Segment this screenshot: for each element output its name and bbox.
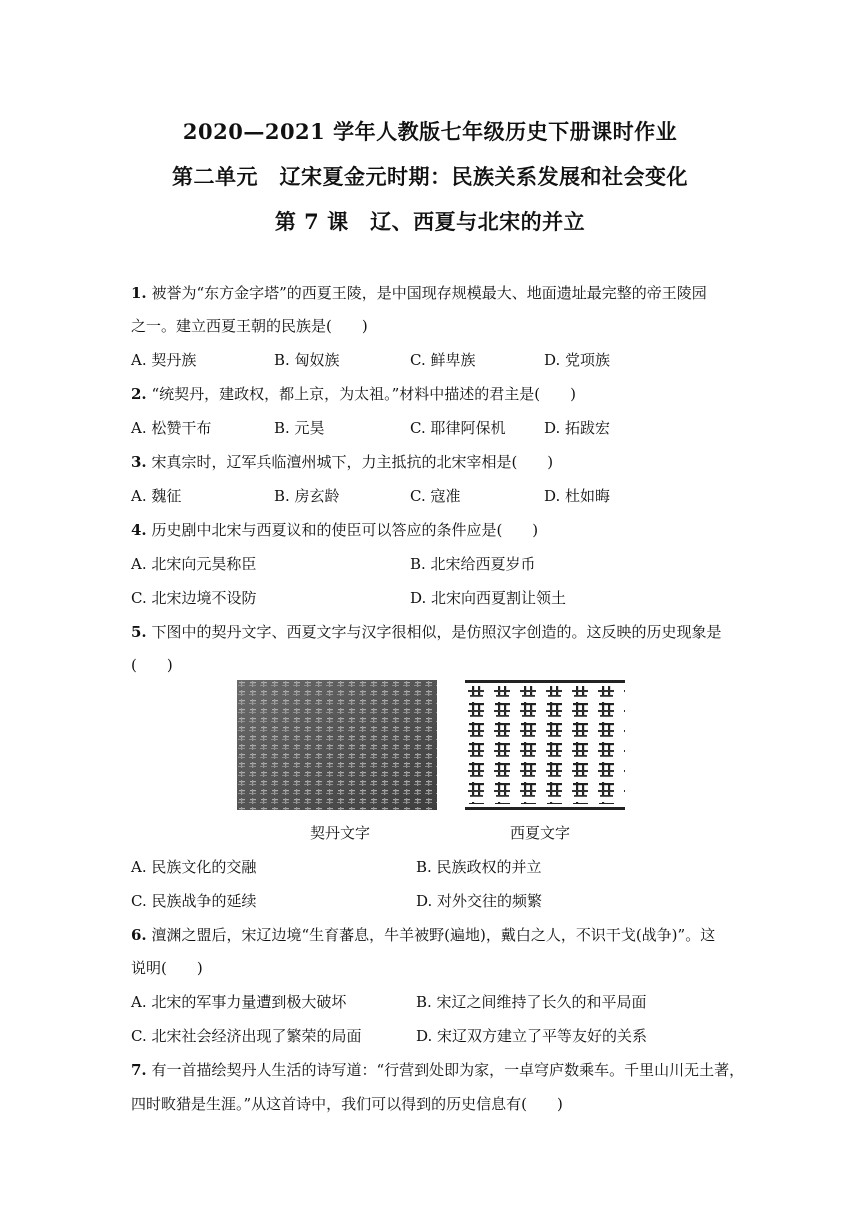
question-1-option-c[interactable]: C. 鲜卑族 <box>410 351 476 369</box>
question-1-stem-cont: 之一。建立西夏王朝的民族是( ) <box>131 317 368 335</box>
question-6-option-b[interactable]: B. 宋辽之间维持了长久的和平局面 <box>416 993 647 1011</box>
question-text: 历史剧中北宋与西夏议和的使臣可以答应的条件应是( ) <box>151 521 539 539</box>
worksheet-title: 2020—2021 学年人教版七年级历史下册课时作业 <box>182 119 678 144</box>
question-number: 3. <box>131 453 147 471</box>
question-6-option-a[interactable]: A. 北宋的军事力量遭到极大破坏 <box>131 993 347 1011</box>
question-2-option-a[interactable]: A. 松赞干布 <box>131 419 212 437</box>
question-4-option-b[interactable]: B. 北宋给西夏岁币 <box>410 555 536 573</box>
question-4-stem <box>131 519 538 540</box>
question-3-option-d[interactable]: D. 杜如晦 <box>544 487 611 505</box>
question-text: 宋真宗时，辽军兵临澶州城下，力主抵抗的北宋宰相是( ) <box>151 453 554 471</box>
question-5-option-d[interactable]: D. 对外交往的频繁 <box>416 892 543 910</box>
question-7-stem-cont: 四时畋猎是生涯。”从这首诗中，我们可以得到的历史信息有( ) <box>131 1095 563 1113</box>
question-6-stem-cont: 说明( ) <box>131 959 203 977</box>
question-number: 4. <box>131 521 147 539</box>
khitan-script-image <box>237 680 437 810</box>
question-3-option-a[interactable]: A. 魏征 <box>131 487 182 505</box>
question-4-option-c[interactable]: C. 北宋边境不设防 <box>131 589 257 607</box>
tangut-caption: 西夏文字 <box>510 824 571 842</box>
question-6-option-c[interactable]: C. 北宋社会经济出现了繁荣的局面 <box>131 1027 362 1045</box>
tangut-script-image <box>465 680 625 810</box>
question-5-stem <box>131 621 721 642</box>
question-text: 有一首描绘契丹人生活的诗写道：“行营到处即为家，一卓穹庐数乘车。千里山川无土著， <box>151 1061 745 1079</box>
question-number: 5. <box>131 623 147 641</box>
question-number: 6. <box>131 926 147 944</box>
question-3-option-b[interactable]: B. 房玄龄 <box>274 487 340 505</box>
question-5-option-b[interactable]: B. 民族政权的并立 <box>416 858 542 876</box>
question-text: 下图中的契丹文字、西夏文字与汉字很相似，是仿照汉字创造的。这反映的历史现象是 <box>151 623 722 641</box>
question-1-option-d[interactable]: D. 党项族 <box>544 351 611 369</box>
question-7-stem <box>131 1059 744 1080</box>
question-text: 澶渊之盟后，宋辽边境“生育蕃息，牛羊被野(遍地)，戴白之人，不识干戈(战争)”。这 <box>151 926 716 944</box>
question-3-stem <box>131 451 553 472</box>
unit-title: 第二单元 辽宋夏金元时期：民族关系发展和社会变化 <box>172 164 688 189</box>
question-3-option-c[interactable]: C. 寇准 <box>410 487 461 505</box>
question-text: “统契丹，建政权，都上京，为太祖。”材料中描述的君主是( ) <box>151 385 576 403</box>
question-number: 7. <box>131 1061 147 1079</box>
question-5-option-c[interactable]: C. 民族战争的延续 <box>131 892 257 910</box>
question-1-option-b[interactable]: B. 匈奴族 <box>274 351 340 369</box>
khitan-script-texture <box>237 680 437 810</box>
tangut-script-texture <box>465 680 625 810</box>
question-4-option-a[interactable]: A. 北宋向元昊称臣 <box>131 555 257 573</box>
question-4-option-d[interactable]: D. 北宋向西夏割让领土 <box>410 589 567 607</box>
question-2-option-c[interactable]: C. 耶律阿保机 <box>410 419 506 437</box>
question-number: 2. <box>131 385 147 403</box>
lesson-title: 第 7 课 辽、西夏与北宋的并立 <box>274 209 586 234</box>
question-2-stem <box>131 383 576 404</box>
khitan-caption: 契丹文字 <box>310 824 371 842</box>
question-5-option-a[interactable]: A. 民族文化的交融 <box>131 858 257 876</box>
question-5-stem-cont: ( ) <box>131 656 173 674</box>
question-2-option-d[interactable]: D. 拓跋宏 <box>544 419 611 437</box>
question-2-option-b[interactable]: B. 元昊 <box>274 419 325 437</box>
question-1-option-a[interactable]: A. 契丹族 <box>131 351 197 369</box>
question-6-option-d[interactable]: D. 宋辽双方建立了平等友好的关系 <box>416 1027 648 1045</box>
question-1-stem <box>131 282 707 303</box>
question-text: 被誉为“东方金字塔”的西夏王陵，是中国现存规模最大、地面遗址最完整的帝王陵园 <box>151 284 707 302</box>
question-number: 1. <box>131 284 147 302</box>
question-6-stem <box>131 924 715 945</box>
